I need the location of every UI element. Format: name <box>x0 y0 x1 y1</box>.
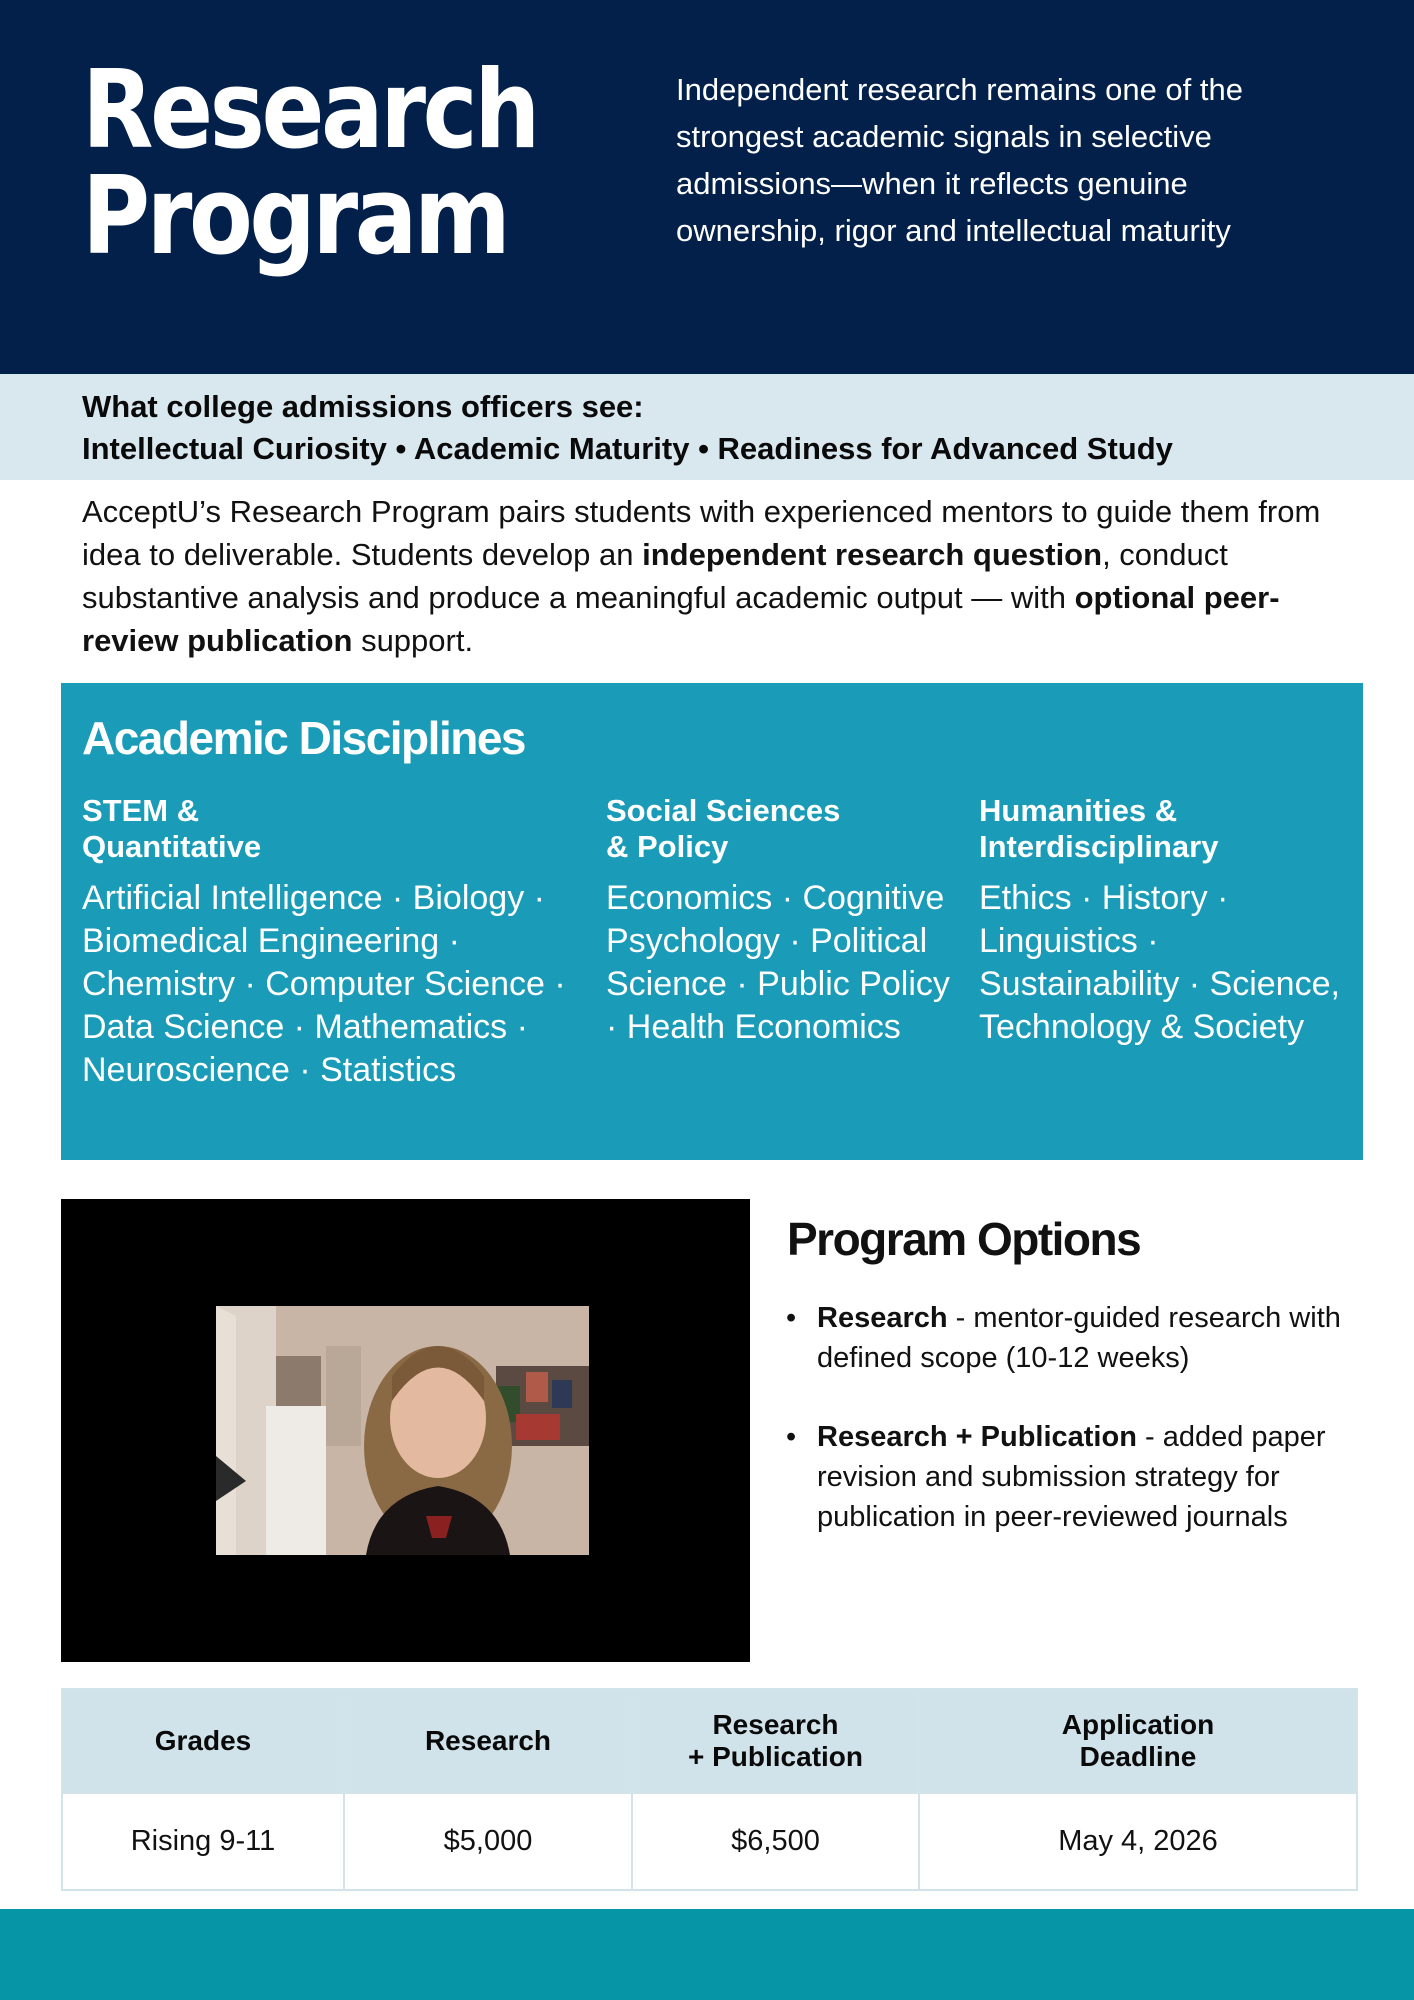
cell-research-price: $5,000 <box>344 1793 632 1890</box>
heading-line-1: STEM & <box>82 793 200 828</box>
header-banner <box>0 0 1414 374</box>
heading-line-1: Social Sciences <box>606 793 841 828</box>
disciplines-panel <box>61 683 1363 1160</box>
bullet: • <box>786 1302 797 1334</box>
option-name: Research <box>817 1302 948 1334</box>
page-title <box>82 48 537 279</box>
heading-line-1: Humanities & <box>979 793 1178 828</box>
student-video-still <box>216 1306 589 1555</box>
discipline-heading <box>82 793 582 865</box>
discipline-heading <box>606 793 951 865</box>
header-research-publication <box>632 1689 919 1793</box>
description-bold-2: optional peer-review publication <box>82 580 1280 658</box>
video-player[interactable] <box>61 1199 750 1662</box>
video-frame <box>216 1306 589 1555</box>
header-line-1: Application <box>1061 1709 1215 1740</box>
discipline-items: Economics · Cognitive Psychology · Political Science · Public Policy · Health Economics <box>606 879 950 1046</box>
program-options-list <box>786 1298 1366 1576</box>
cell-deadline: May 4, 2026 <box>919 1793 1357 1890</box>
discipline-items: Ethics · History · Linguistics · Sustainability · Science, Technology & Society <box>979 879 1340 1046</box>
bullet: • <box>786 1421 797 1453</box>
footer-bar <box>0 1909 1414 2000</box>
band-heading: What college admissions officers see: <box>82 389 644 424</box>
discipline-heading <box>979 793 1349 865</box>
header-line-2: Deadline <box>1079 1741 1197 1772</box>
header-grades: Grades <box>62 1689 344 1793</box>
header-research: Research <box>344 1689 632 1793</box>
option-item <box>786 1417 1366 1537</box>
table-header-row <box>62 1689 1357 1793</box>
option-desc: - mentor-guided research with defined scope (10-12 weeks) <box>817 1302 1341 1374</box>
cell-grades: Rising 9-11 <box>62 1793 344 1890</box>
discipline-column-stem <box>82 793 582 1092</box>
description-bold-1: independent research question <box>642 537 1103 572</box>
discipline-items: Artificial Intelligence · Biology · Biomedical Engineering · Chemistry · Computer Science · Data Science · Mathematics · Neuroscience · Statistics <box>82 879 566 1089</box>
description-part-1: AcceptU’s Research Program pairs students with experienced mentors to guide them from idea to deliverable. Students develop an <box>82 494 1321 572</box>
header-deadline <box>919 1689 1357 1793</box>
title-line-1: Research <box>82 48 537 173</box>
title-line-2: Program <box>82 154 508 279</box>
program-description <box>82 490 1352 662</box>
heading-line-2: Interdisciplinary <box>979 829 1219 864</box>
band-qualities: Intellectual Curiosity • Academic Maturity • Readiness for Advanced Study <box>82 431 1173 466</box>
option-desc: - added paper revision and submission strategy for publication in peer-reviewed journals <box>817 1421 1326 1533</box>
option-item <box>786 1298 1366 1378</box>
header-line-2: + Publication <box>687 1741 864 1772</box>
program-options-title: Program Options <box>787 1213 1141 1265</box>
heading-line-2: Quantitative <box>82 829 262 864</box>
admissions-band <box>0 374 1414 480</box>
heading-line-2: & Policy <box>606 829 729 864</box>
disciplines-title: Academic Disciplines <box>82 712 525 764</box>
option-name: Research + Publication <box>817 1421 1137 1453</box>
cell-research-publication-price: $6,500 <box>632 1793 919 1890</box>
discipline-column-humanities <box>979 793 1349 1049</box>
pricing-table <box>61 1688 1358 1891</box>
discipline-column-social-sciences <box>606 793 951 1049</box>
header-line-1: Research <box>712 1709 839 1740</box>
intro-text: Independent research remains one of the strongest academic signals in selective admissions—when it reflects genuine ownership, rigor and intellectual maturity <box>676 72 1243 248</box>
description-part-3: support. <box>352 623 474 658</box>
table-row <box>62 1793 1357 1890</box>
description-part-2: , conduct substantive analysis and produce a meaningful academic output — with <box>82 537 1228 615</box>
